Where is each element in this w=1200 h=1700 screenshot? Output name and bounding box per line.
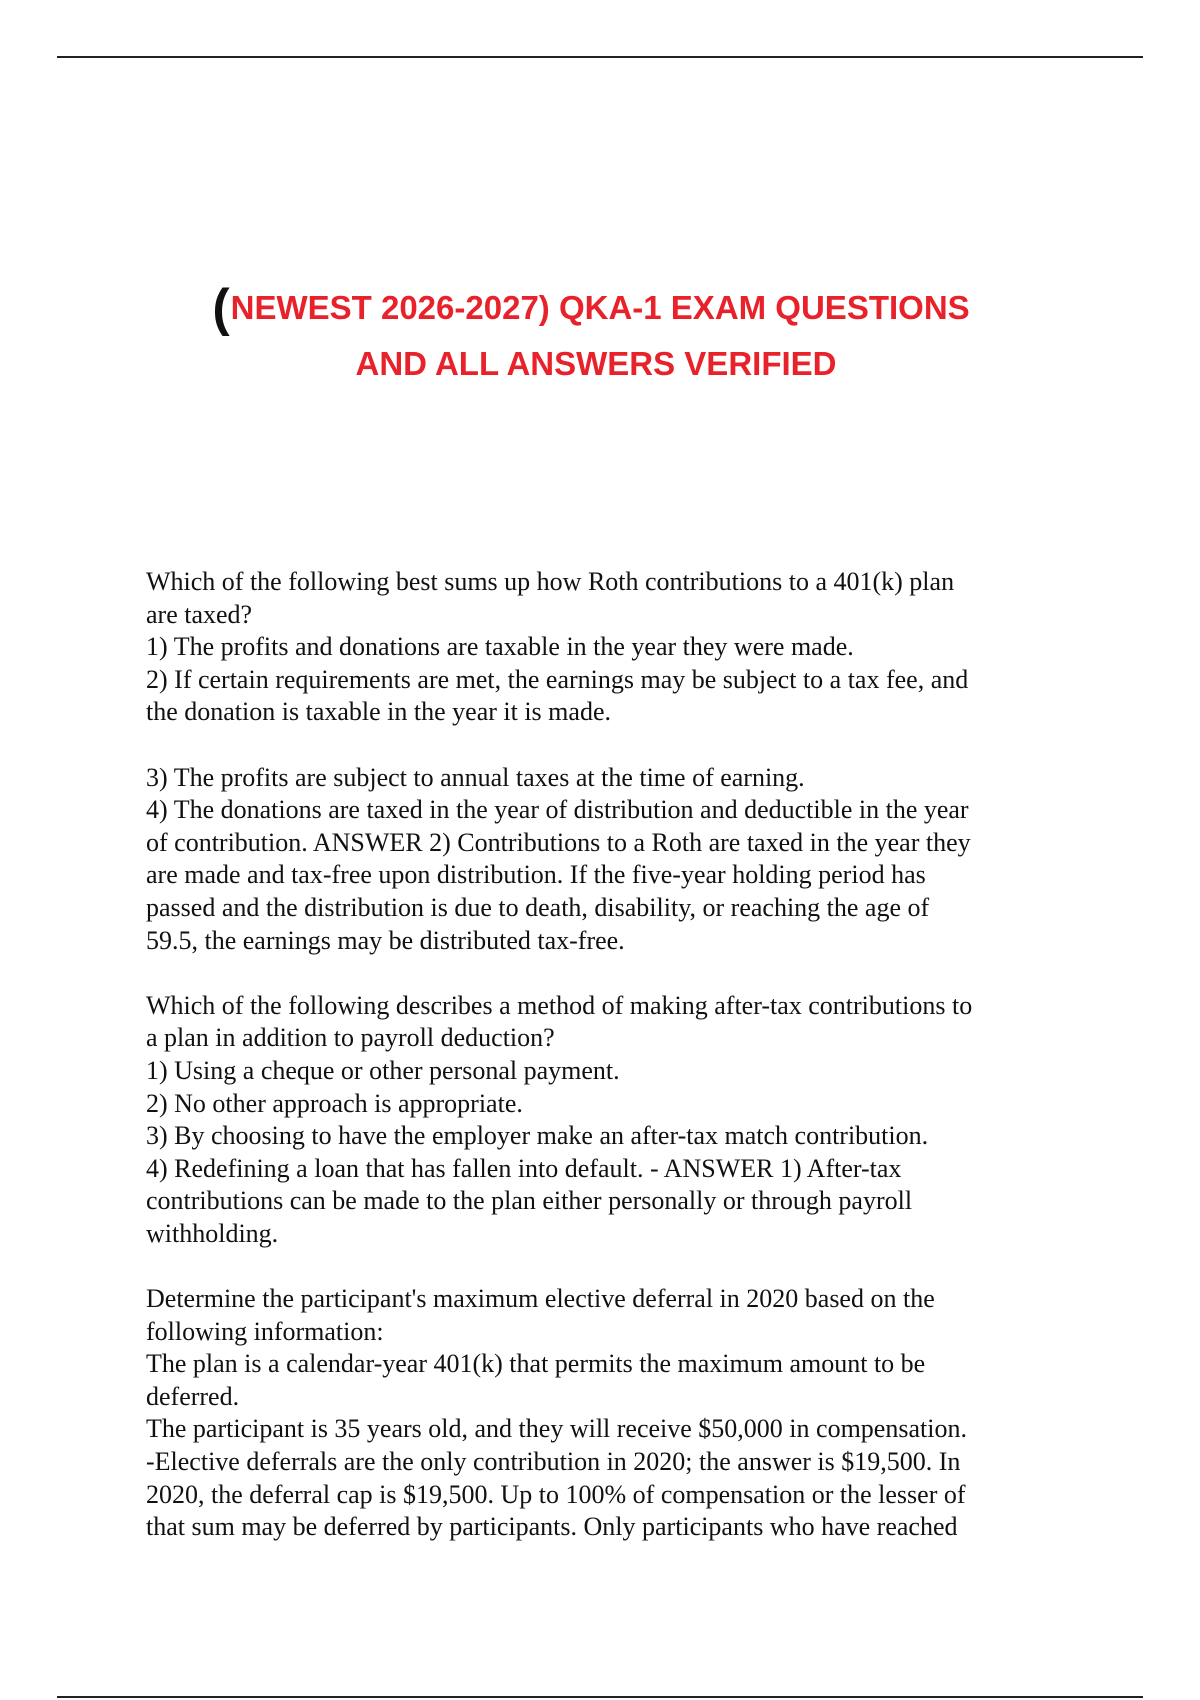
text-line: of contribution. ANSWER 2) Contributions to a Roth are taxed in the year they <box>146 827 971 857</box>
text-line: 1) The profits and donations are taxable in the year they were made. <box>146 632 854 662</box>
text-line: contributions can be made to the plan either personally or through payroll <box>146 1186 913 1216</box>
question-block-2 <box>146 990 1046 1251</box>
text-line: -Elective deferrals are the only contribution in 2020; the answer is $19,500. In <box>146 1447 961 1477</box>
title-line-2: AND ALL ANSWERS VERIFIED <box>355 345 837 382</box>
text-line: Determine the participant's maximum elective deferral in 2020 based on the <box>146 1284 935 1314</box>
text-line: passed and the distribution is due to death, disability, or reaching the age of <box>146 892 930 922</box>
text-line: 2) If certain requirements are met, the earnings may be subject to a tax fee, and <box>146 664 969 694</box>
bottom-rule <box>57 1696 1143 1698</box>
question-block-3 <box>146 1283 1046 1544</box>
text-line: 4) The donations are taxed in the year of distribution and deductible in the year <box>146 795 969 825</box>
text-line: The participant is 35 years old, and they will receive $50,000 in compensation. <box>146 1414 967 1444</box>
text-line: are made and tax-free upon distribution. If the five-year holding period has <box>146 860 926 890</box>
text-line: 4) Redefining a loan that has fallen into default. - ANSWER 1) After-tax <box>146 1153 902 1183</box>
text-line: 3) By choosing to have the employer make an after-tax match contribution. <box>146 1121 929 1151</box>
text-line: 2020, the deferral cap is $19,500. Up to 100% of compensation or the lesser of <box>146 1479 966 1509</box>
title-line-1 <box>140 280 1060 336</box>
question-block-1 <box>146 566 1046 957</box>
paragraph-gap <box>146 1250 1046 1283</box>
title-open-paren: ( <box>212 279 230 337</box>
text-line: Which of the following describes a method of making after-tax contributions to <box>146 990 973 1020</box>
document-body <box>146 566 1046 1544</box>
document-title <box>140 280 1060 392</box>
text-line: 3) The profits are subject to annual taxes at the time of earning. <box>146 762 805 792</box>
text-line: 2) No other approach is appropriate. <box>146 1088 523 1118</box>
text-line: Which of the following best sums up how Roth contributions to a 401(k) plan <box>146 567 955 596</box>
paragraph-gap <box>146 729 1046 762</box>
title-line-1-text: NEWEST 2026-2027) QKA-1 EXAM QUESTIONS <box>230 289 970 326</box>
text-line: 1) Using a cheque or other personal payment. <box>146 1055 620 1085</box>
text-line: withholding. <box>146 1218 279 1248</box>
text-line: 59.5, the earnings may be distributed tax-free. <box>146 925 625 955</box>
text-line: deferred. <box>146 1381 240 1411</box>
paragraph-gap <box>146 957 1046 990</box>
text-line: a plan in addition to payroll deduction? <box>146 1023 555 1053</box>
text-line: are taxed? <box>146 599 253 629</box>
text-line: that sum may be deferred by participants. Only participants who have reached <box>146 1512 958 1542</box>
text-line: following information: <box>146 1316 384 1346</box>
text-line: The plan is a calendar-year 401(k) that permits the maximum amount to be <box>146 1349 926 1379</box>
top-rule <box>57 56 1143 58</box>
text-line: the donation is taxable in the year it is made. <box>146 697 611 727</box>
